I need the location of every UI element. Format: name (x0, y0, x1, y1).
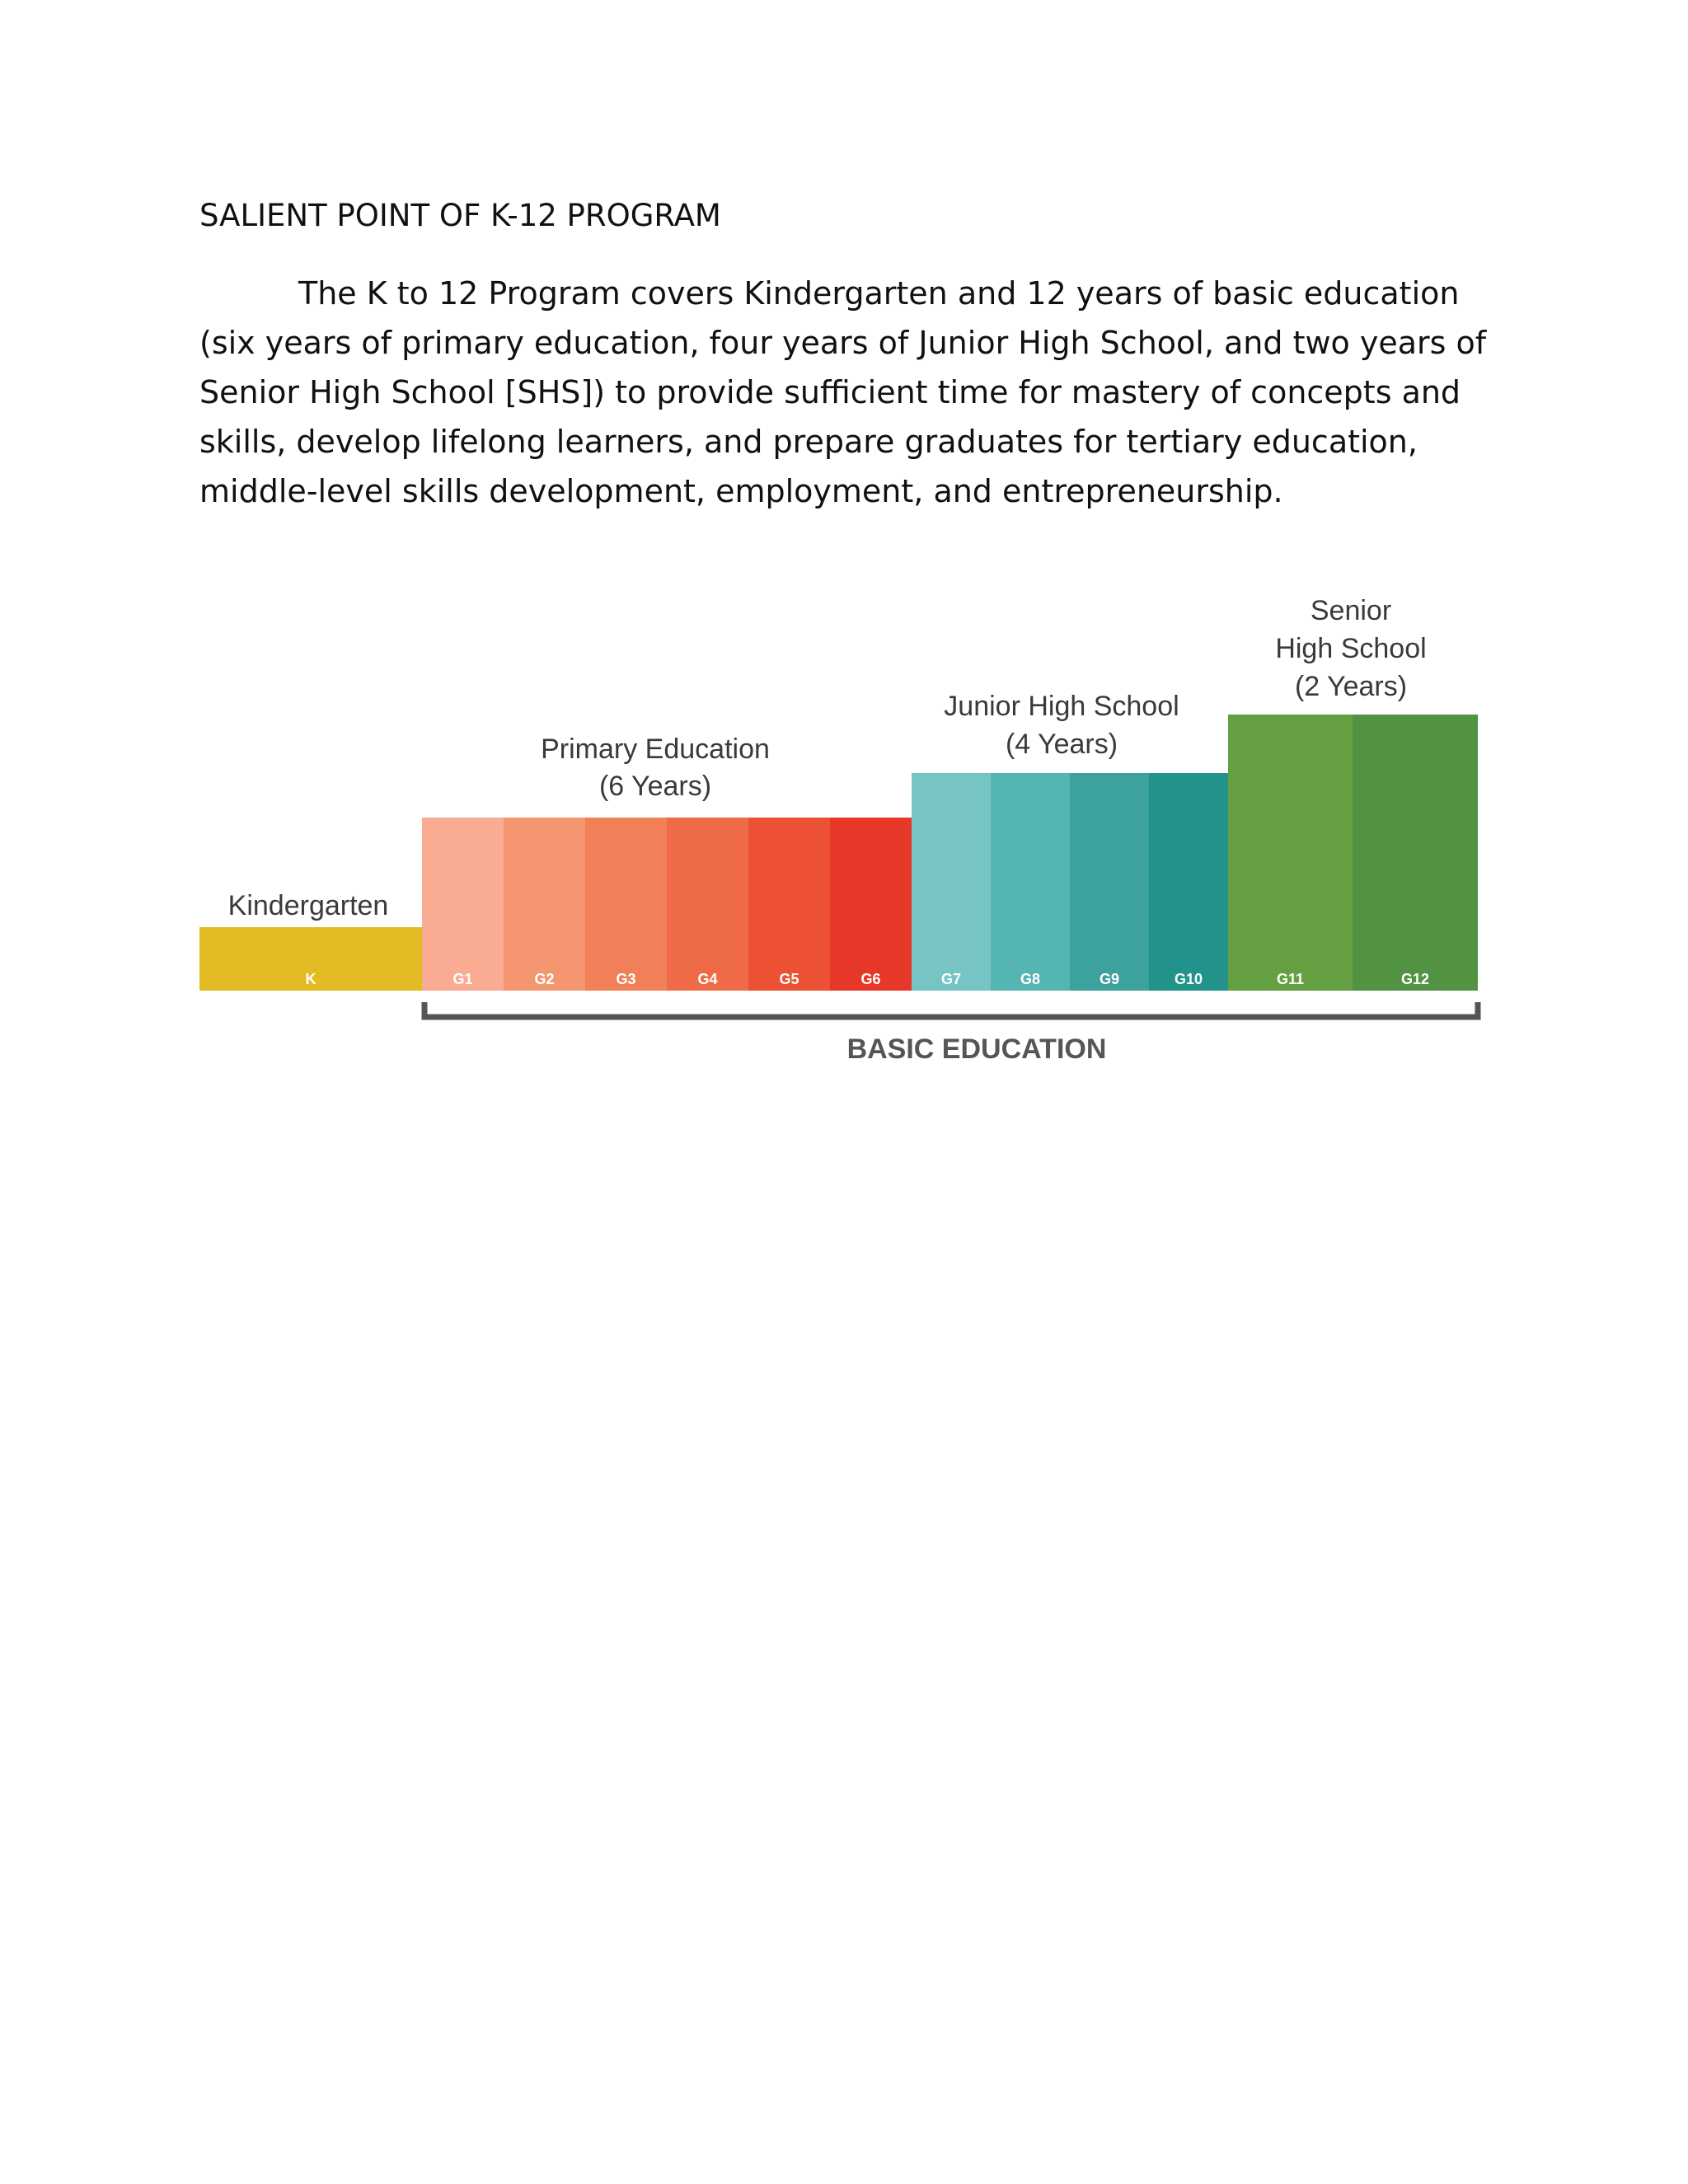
primary-education-years: (6 Years) (598, 771, 712, 802)
grade-bar-g6 (830, 818, 912, 991)
senior-high-label-line1: Senior (1310, 595, 1392, 626)
grade-label-g1: G1 (452, 971, 473, 987)
junior-high-label: Junior High School (944, 691, 1179, 722)
grade-bar-g4 (667, 818, 748, 991)
grade-bar-g9 (1070, 773, 1149, 991)
grade-label-g10: G10 (1174, 971, 1203, 987)
grade-label-k: K (305, 971, 316, 987)
grade-label-g6: G6 (860, 971, 881, 987)
grade-bar-g8 (991, 773, 1070, 991)
grade-bar-g10 (1149, 773, 1228, 991)
grade-bar-g7 (912, 773, 991, 991)
basic-education-label: BASIC EDUCATION (846, 1033, 1107, 1065)
body-paragraph (199, 269, 1502, 516)
grade-bar-g3 (585, 818, 667, 991)
k12-structure-svg (198, 593, 1484, 1088)
senior-high-label-line2: High School (1275, 633, 1427, 664)
grade-label-g11: G11 (1276, 971, 1305, 987)
grade-bar-g5 (748, 818, 830, 991)
grade-label-g2: G2 (534, 971, 555, 987)
paragraph-text: The K to 12 Program covers Kindergarten and 12 years of basic education (six years of primary education, four years of Junior High School, and two years of Senior High School [SHS]) to provide sufficient time for mastery of concepts and skills, develop lifelong learners, and prepare graduates for tertiary education, middle-level skills development, employment, and entrepreneurship. (199, 275, 1487, 509)
junior-high-years: (4 Years) (1005, 729, 1118, 760)
grade-label-g12: G12 (1400, 971, 1430, 987)
grade-bar-g12 (1353, 715, 1478, 991)
grade-bar-g2 (504, 818, 585, 991)
page-heading: SALIENT POINT OF K-12 PROGRAM (199, 198, 721, 233)
kindergarten-label: Kindergarten (227, 890, 389, 921)
k12-structure-diagram (198, 593, 1484, 1088)
grade-label-g3: G3 (616, 971, 636, 987)
grade-label-g4: G4 (697, 971, 718, 987)
grade-label-g7: G7 (940, 971, 962, 987)
grade-bar-g11 (1228, 715, 1353, 991)
grade-bar-g1 (422, 818, 504, 991)
senior-high-years: (2 Years) (1294, 671, 1408, 702)
grade-bars (199, 715, 1478, 991)
grade-label-g9: G9 (1099, 971, 1120, 987)
grade-label-g5: G5 (779, 971, 799, 987)
grade-label-g8: G8 (1020, 971, 1041, 987)
primary-education-label: Primary Education (541, 733, 770, 765)
basic-education-bracket (424, 1002, 1478, 1017)
